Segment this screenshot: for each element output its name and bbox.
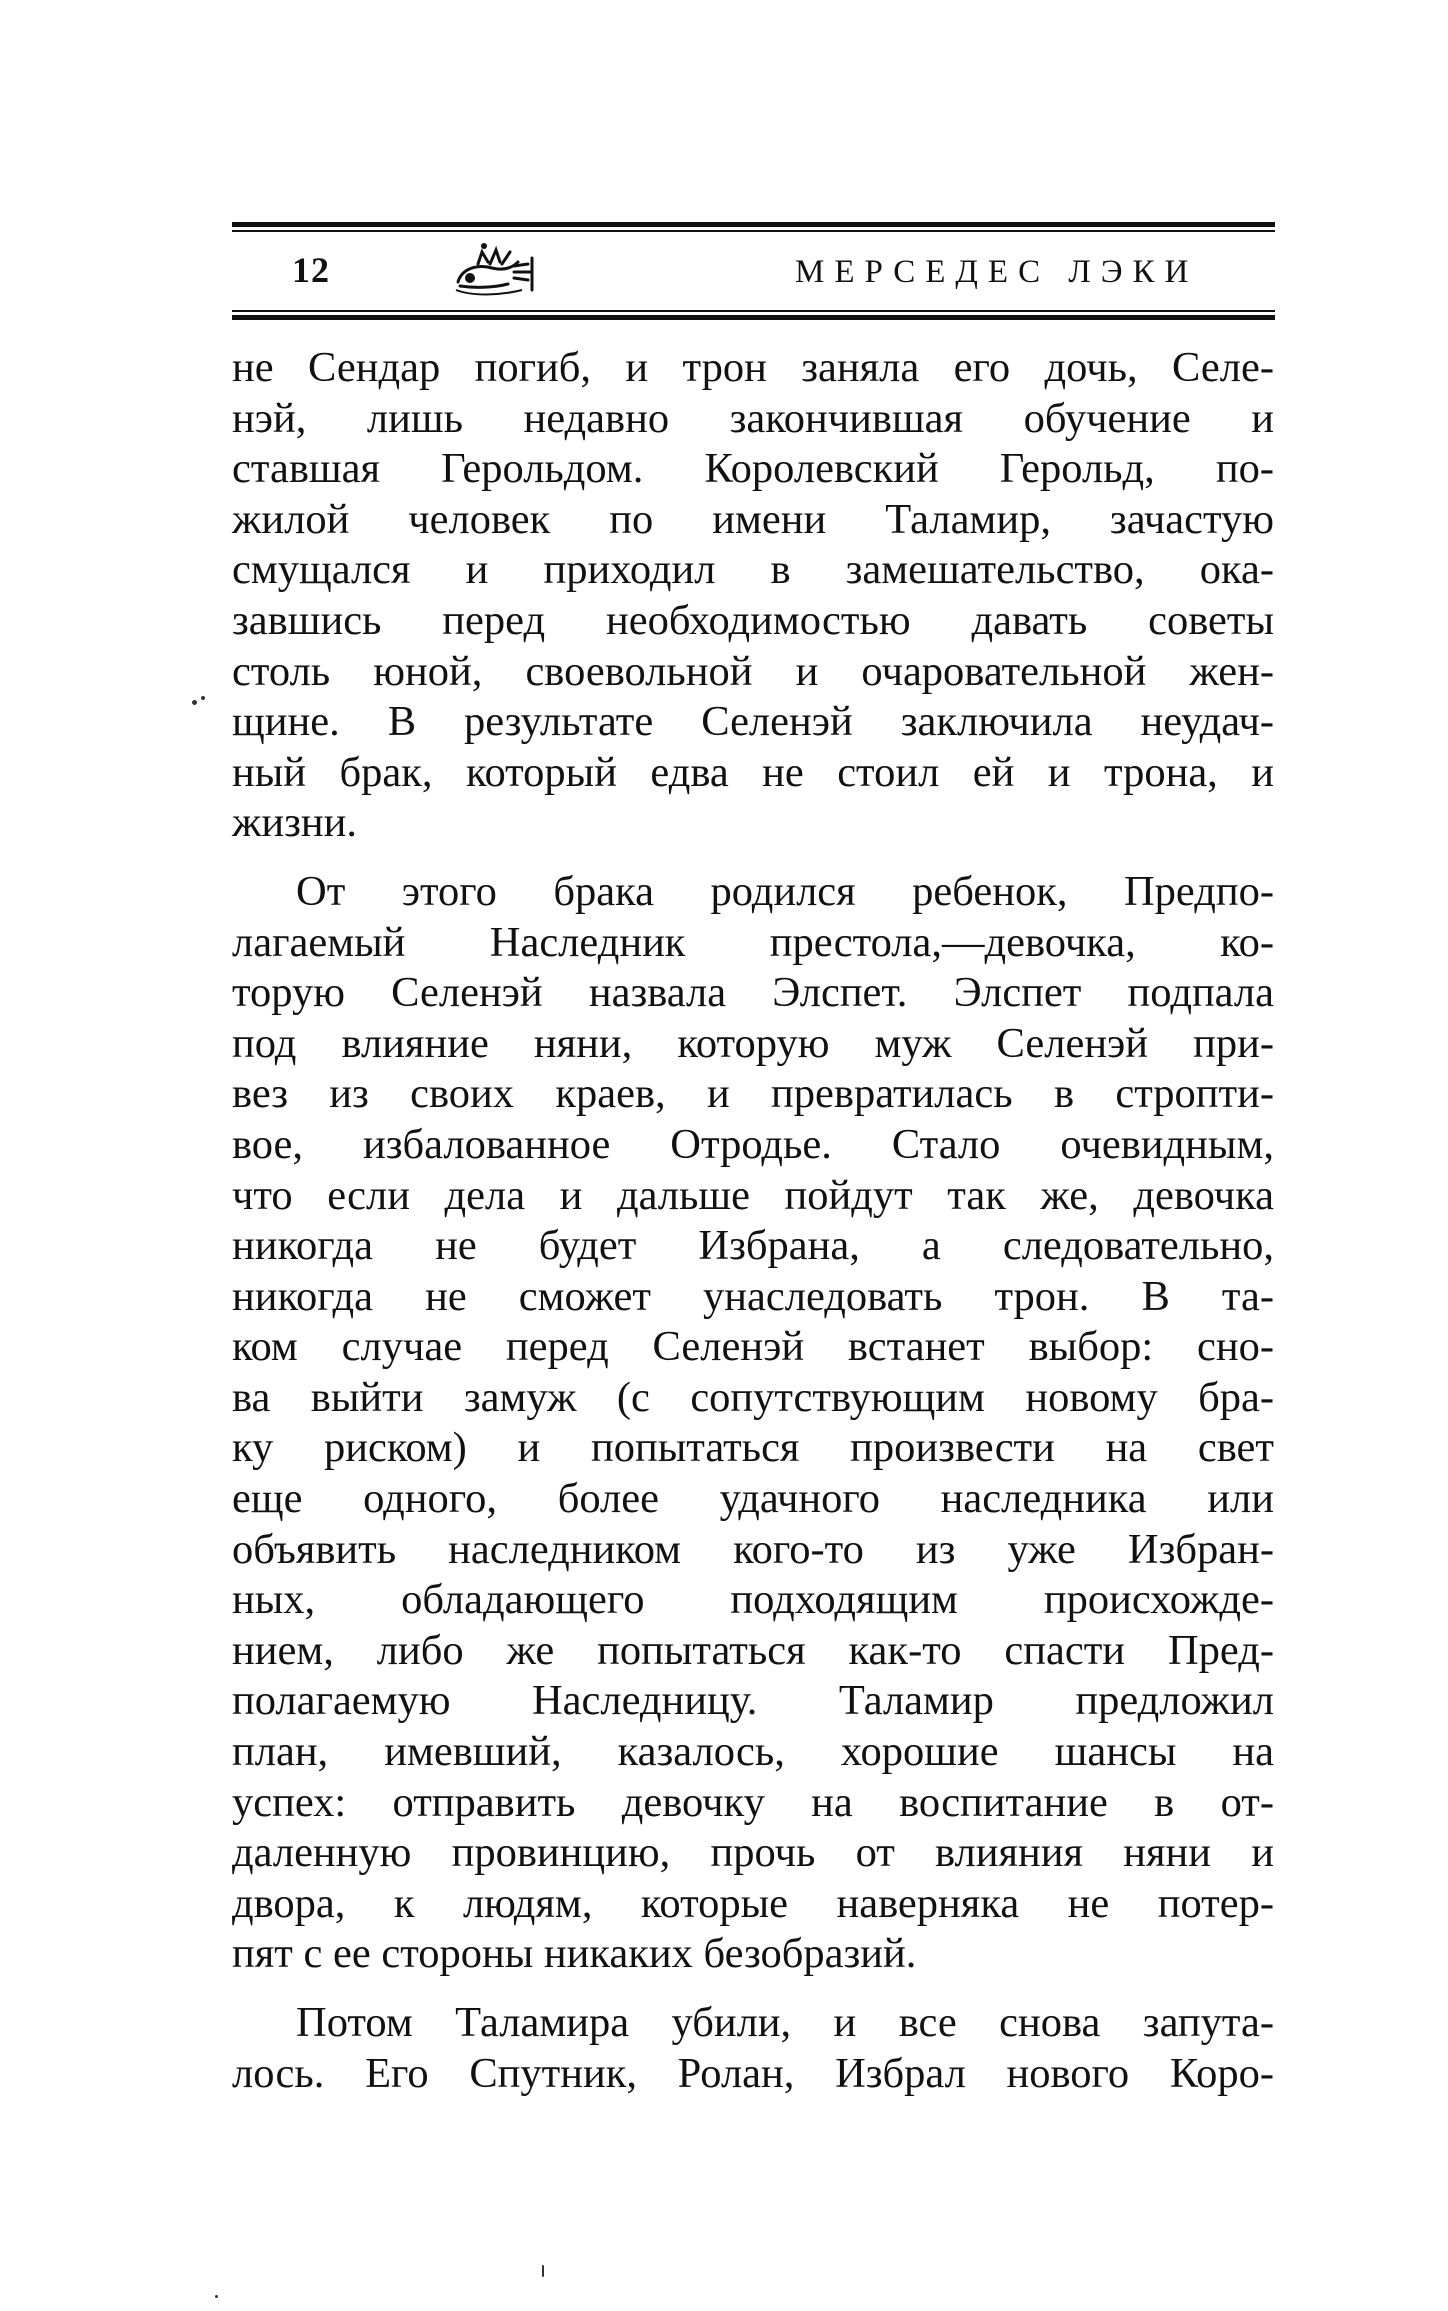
running-head: МЕРСЕДЕС ЛЭКИ xyxy=(795,254,1199,290)
text-line: еще одного, более удачного наследника или xyxy=(232,1475,1274,1523)
text-line: вез из своих краев, и превратилась в стропти- xyxy=(232,1070,1274,1118)
text-line: жилой человек по имени Таламир, зачастую xyxy=(232,495,1274,543)
text-line: вое, избалованное Отродье. Стало очевидным, xyxy=(232,1120,1274,1168)
text-line: торую Селенэй назвала Элспет. Элспет подпала xyxy=(232,969,1274,1017)
text-line: ных, обладающего подходящим происхожде- xyxy=(232,1576,1274,1624)
text-line: что если дела и дальше пойдут так же, девочка xyxy=(232,1171,1274,1219)
text-line: успех: отправить девочку на воспитание в от- xyxy=(232,1778,1274,1826)
header-rule-bottom-thin xyxy=(232,310,1275,312)
text-line: смущался и приходил в замешательство, ока- xyxy=(232,546,1274,594)
header-rule-top-thin xyxy=(232,230,1275,232)
text-line: завшись перед необходимостью давать советы xyxy=(232,596,1274,644)
text-line: пят с ее стороны никаких безобразий. xyxy=(232,1930,917,1978)
body-text xyxy=(232,343,1274,2099)
text-line: ный брак, который едва не стоил ей и трона, и xyxy=(232,748,1274,796)
text-line: под влияние няни, которую муж Селенэй при- xyxy=(232,1019,1274,1067)
text-line: жизни. xyxy=(232,799,358,847)
text-line: никогда не сможет унаследовать трон. В та- xyxy=(232,1272,1274,1320)
text-line: лагаемый Наследник престола,—девочка, ко- xyxy=(232,918,1274,966)
page-number: 12 xyxy=(292,250,330,290)
scan-speck xyxy=(542,2265,544,2277)
scan-speck xyxy=(201,696,205,700)
lion-ornament-icon xyxy=(448,238,538,298)
text-line: ком случае перед Селенэй встанет выбор: сно- xyxy=(232,1323,1274,1371)
text-line: ва выйти замуж (с сопутствующим новому бра- xyxy=(232,1373,1274,1421)
text-line: двора, к людям, которые наверняка не потер- xyxy=(232,1879,1274,1927)
text-line: план, имевший, казалось, хорошие шансы на xyxy=(232,1728,1274,1776)
text-line: объявить наследником кого-то из уже Избран- xyxy=(232,1525,1274,1573)
text-line: щине. В результате Селенэй заключила неудач- xyxy=(232,698,1274,746)
text-line: Потом Таламира убили, и все снова запута- xyxy=(296,1999,1274,2046)
text-line: нием, либо же попытаться как-то спасти Пред- xyxy=(232,1626,1274,1674)
text-line: столь юной, своевольной и очаровательной жен- xyxy=(232,647,1274,695)
text-line: полагаемую Наследницу. Таламир предложил xyxy=(232,1677,1274,1725)
paragraph xyxy=(232,867,1274,1980)
scan-speck xyxy=(215,2295,218,2298)
text-line: ставшая Герольдом. Королевский Герольд, по- xyxy=(232,445,1274,493)
text-line: никогда не будет Избрана, а следовательно, xyxy=(232,1222,1274,1270)
paragraph xyxy=(232,1998,1274,2099)
text-line: нэй, лишь недавно закончившая обучение и xyxy=(232,394,1274,442)
header-rule-bottom-thick xyxy=(232,315,1275,320)
paragraph xyxy=(232,343,1274,849)
text-line: даленную провинцию, прочь от влияния няни и xyxy=(232,1829,1274,1877)
text-line: ку риском) и попытаться произвести на свет xyxy=(232,1424,1274,1472)
text-line: не Сендар погиб, и трон заняла его дочь, Селе- xyxy=(232,344,1274,391)
scan-speck xyxy=(192,700,197,705)
header-rule-top-thick xyxy=(232,222,1275,227)
text-line: лось. Его Спутник, Ролан, Избрал нового Коро- xyxy=(232,2049,1274,2097)
text-line: От этого брака родился ребенок, Предпо- xyxy=(296,867,1274,915)
